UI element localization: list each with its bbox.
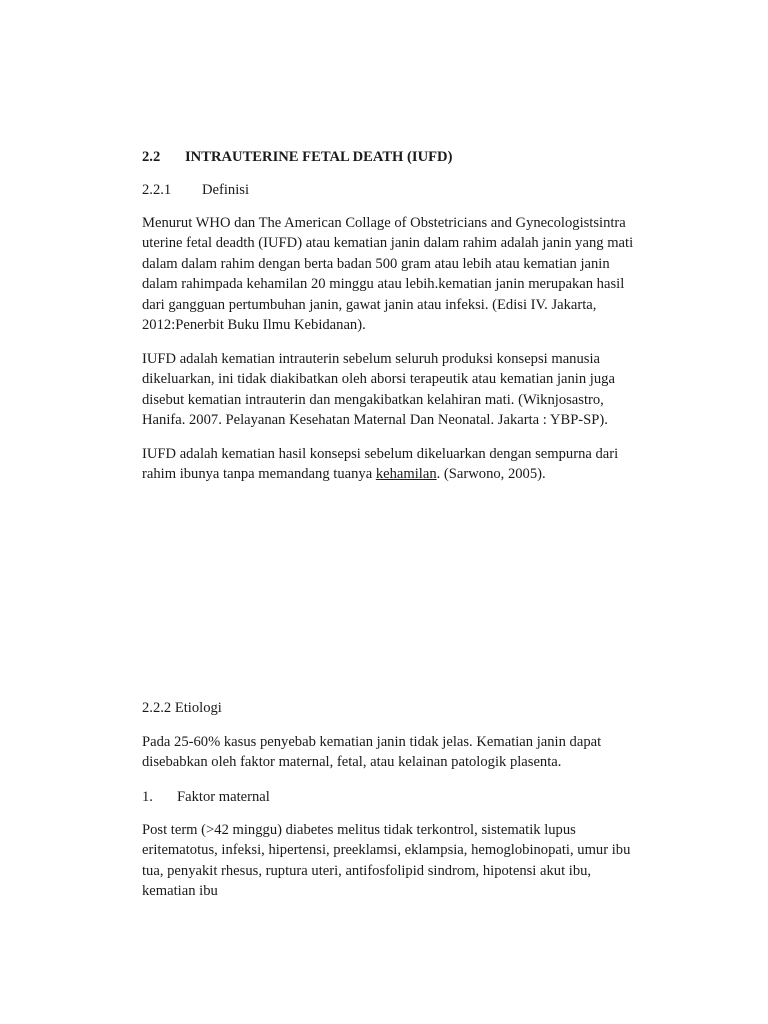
text-line: kematian ibu xyxy=(142,883,218,900)
paragraph-definition-who xyxy=(142,213,662,335)
text-line: IUFD adalah kematian hasil konsepsi sebelum dikeluarkan dengan sempurna dari xyxy=(142,446,619,462)
paragraph-etiologi-intro xyxy=(142,732,662,773)
text-fragment: rahim ibunya tanpa memandang tuanya xyxy=(142,466,376,483)
text-line: uterine fetal deadth (IUFD) atau kematian janin dalam rahim adalah janin yang mati xyxy=(142,235,634,252)
text-line: tua, penyakit rhesus, ruptura uteri, antifosfolipid sindrom, hipotensi akut ibu, xyxy=(142,862,592,879)
paragraph-definition-sarwono xyxy=(142,444,662,485)
text-line: Post term (>42 minggu) diabetes melitus tidak terkontrol, sistematik lupus xyxy=(142,822,576,838)
subsection-heading-etiologi: 2.2.2 Etiologi xyxy=(142,700,222,716)
text-line: Hanifa. 2007. Pelayanan Kesehatan Maternal Dan Neonatal. Jakarta : YBP-SP). xyxy=(142,412,608,429)
text-line xyxy=(142,464,662,484)
paragraph-faktor-maternal xyxy=(142,820,662,902)
text-fragment: . (Sarwono, 2005). xyxy=(436,466,546,483)
text-line: dikeluarkan, ini tidak diakibatkan oleh aborsi terapeutik atau kematian janin juga xyxy=(142,371,615,388)
text-line: dari gangguan pertumbuhan janin, gawat janin atau infeksi. (Edisi IV. Jakarta, xyxy=(142,296,597,313)
text-line: IUFD adalah kematian intrauterin sebelum seluruh produksi konsepsi manusia xyxy=(142,351,600,367)
section-number: 2.2 xyxy=(142,149,161,165)
text-line: Menurut WHO dan The American Collage of Obstetricians and Gynecologistsintra xyxy=(142,215,626,231)
text-line: 2012:Penerbit Buku Ilmu Kebidanan). xyxy=(142,317,366,334)
kehamilan-link[interactable]: kehamilan xyxy=(375,466,437,483)
list-title: Faktor maternal xyxy=(177,789,270,805)
section-title: INTRAUTERINE FETAL DEATH (IUFD) xyxy=(185,149,453,165)
text-line: dalam dalam rahim dengan berta badan 500 gram atau lebih atau kematian janin xyxy=(142,255,610,272)
list-number: 1. xyxy=(142,789,153,805)
subsection-number: 2.2.1 xyxy=(142,182,172,198)
subsection-heading-definisi xyxy=(142,180,662,200)
subsection-title: Definisi xyxy=(202,182,250,198)
paragraph-definition-wiknjosastro xyxy=(142,349,662,431)
text-line: eritematotus, infeksi, hipertensi, preeklamsi, eklampsia, hemoglobinopati, umur ibu xyxy=(142,842,631,859)
text-line: disebabkan oleh faktor maternal, fetal, atau kelainan patologik plasenta. xyxy=(142,754,562,771)
text-line: dalam rahimpada kehamilan 20 minggu atau lebih.kematian janin merupakan hasil xyxy=(142,276,625,293)
section-heading xyxy=(142,147,662,167)
text-line: disebut kematian intrauterin dan mengakibatkan kelahiran mati. (Wiknjosastro, xyxy=(142,391,604,408)
list-item-faktor-maternal xyxy=(142,787,662,807)
text-line: Pada 25-60% kasus penyebab kematian janin tidak jelas. Kematian janin dapat xyxy=(142,734,602,750)
